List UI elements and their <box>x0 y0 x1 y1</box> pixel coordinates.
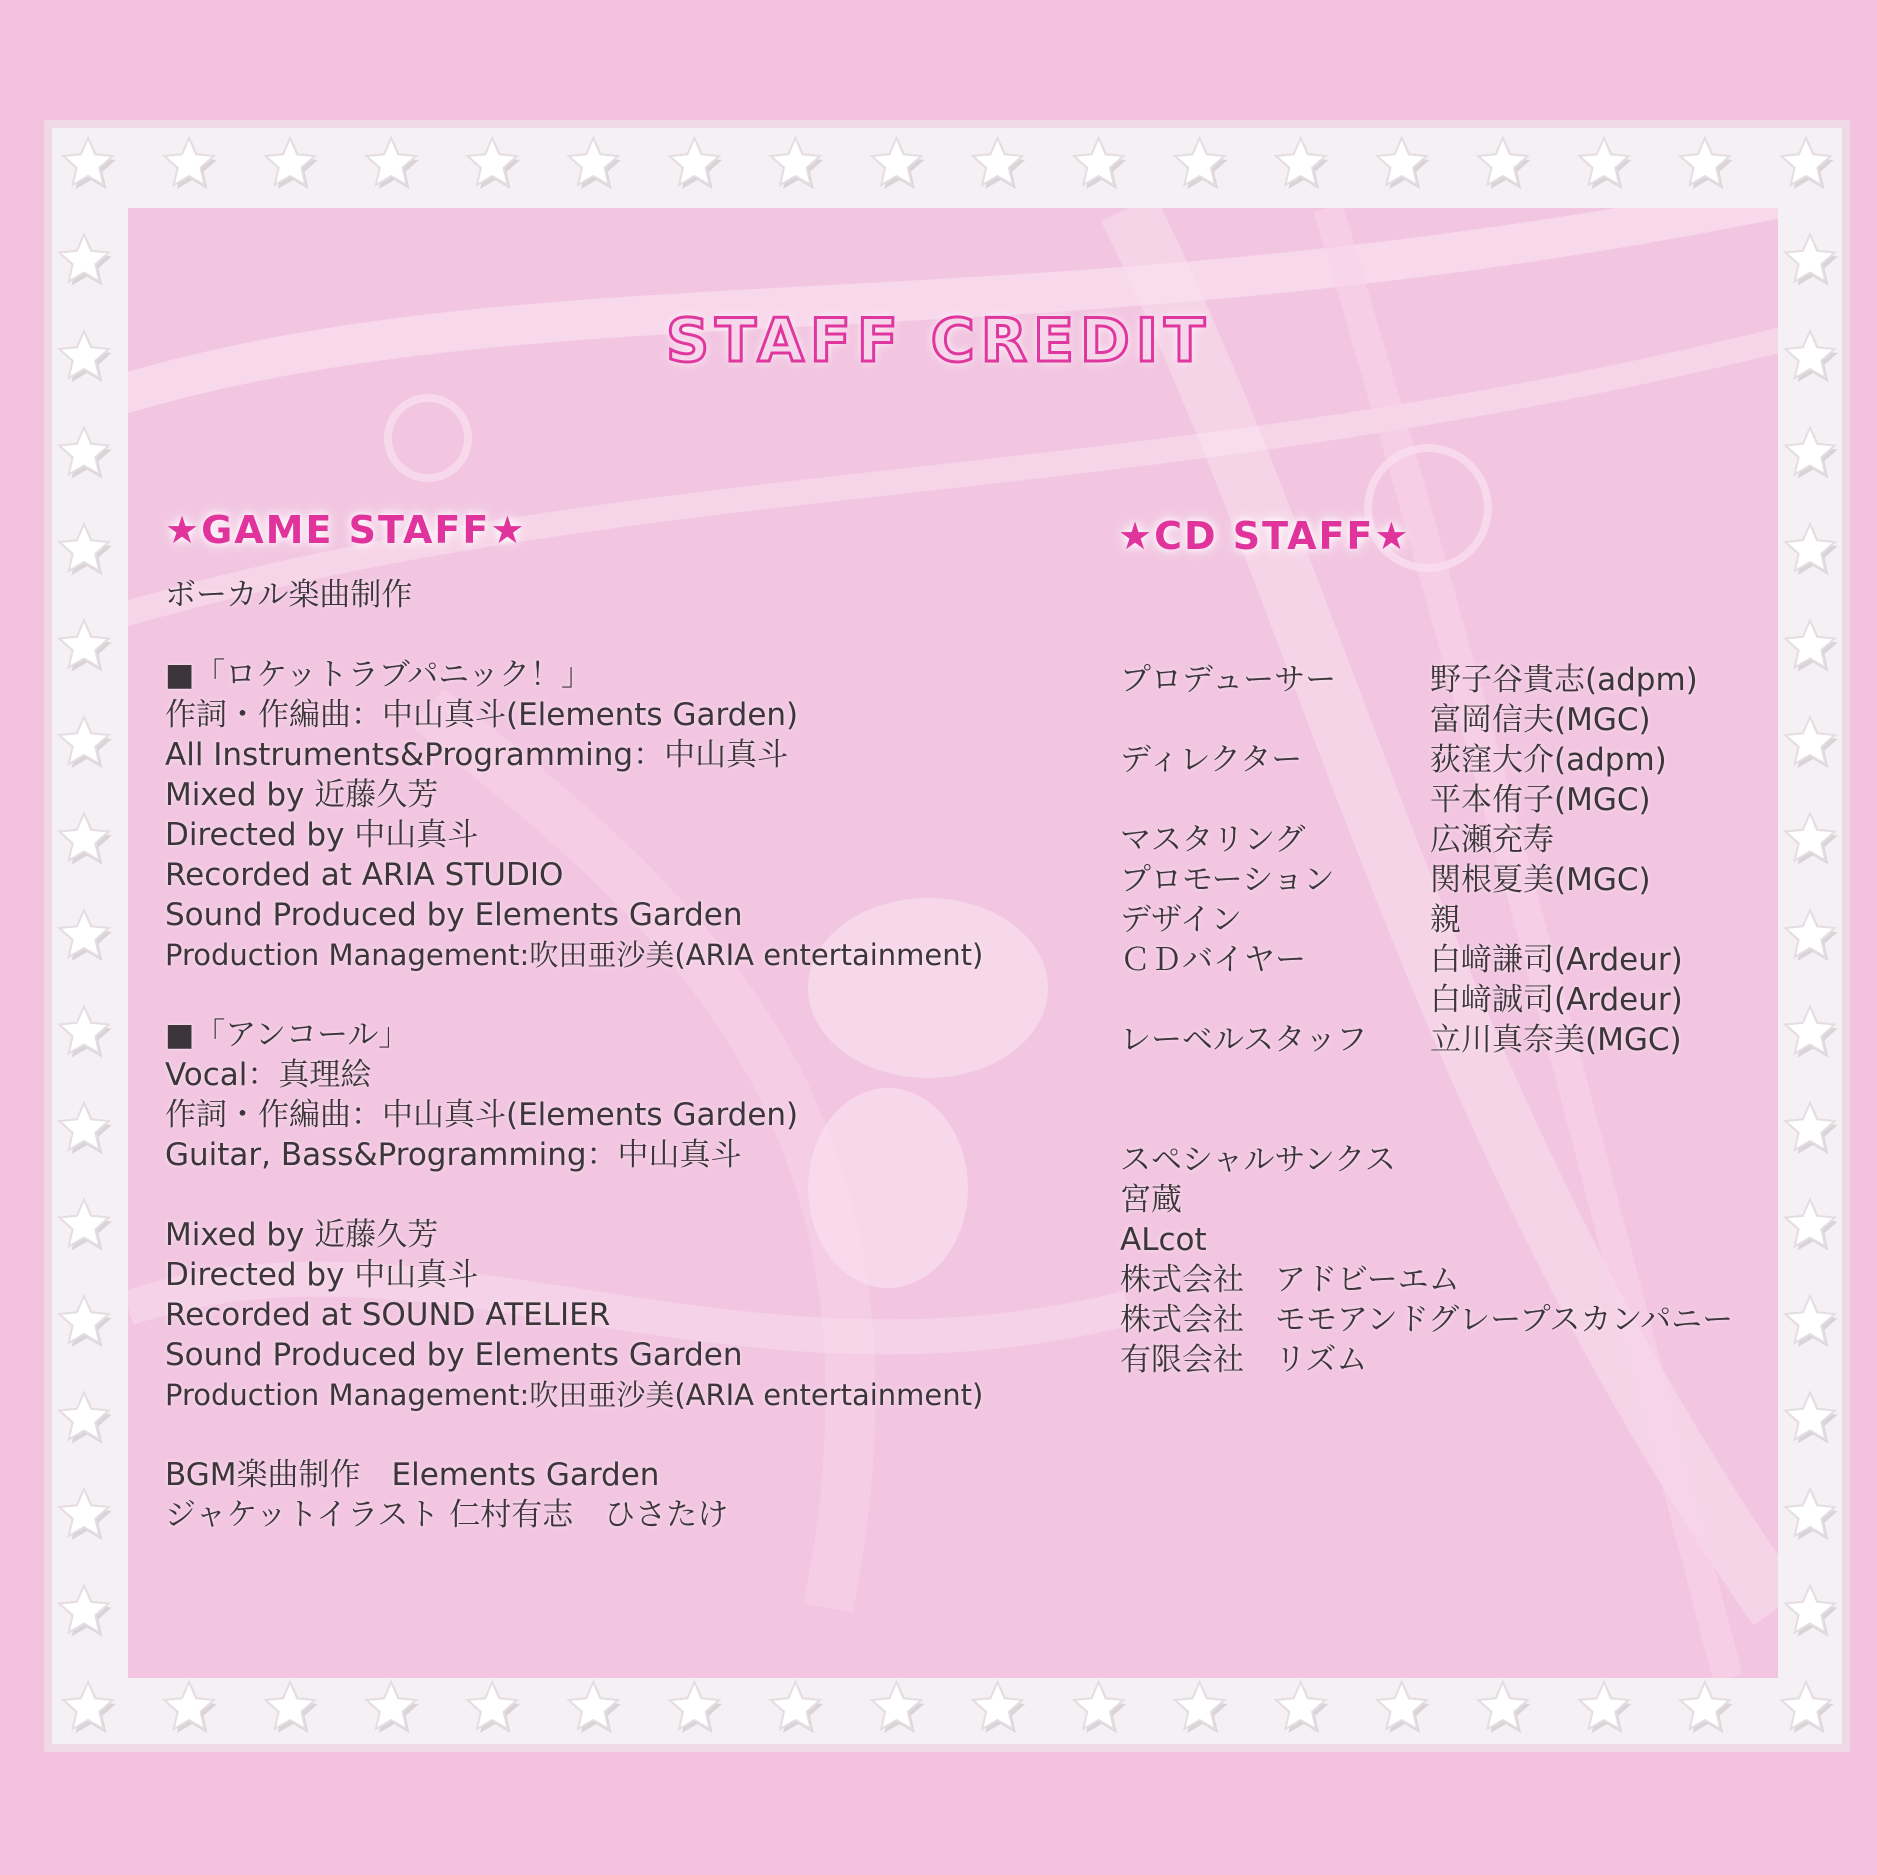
cd-staff-heading: ★CD STAFF★ <box>1118 514 1411 558</box>
song1-sound: Sound Produced by Elements Garden <box>165 897 743 933</box>
song2-recorded: Recorded at SOUND ATELIER <box>165 1297 611 1333</box>
song2-mixed: Mixed by 近藤久芳 <box>165 1217 439 1253</box>
song2-management: Production Management:吹田亜沙美(ARIA entertainment) <box>165 1378 984 1412</box>
bgm-credit: BGM楽曲制作 Elements Garden <box>165 1457 660 1493</box>
song2-instruments: Guitar, Bass&Programming：中山真斗 <box>165 1137 742 1173</box>
song1-title: ■「ロケットラブパニック！」 <box>165 657 593 693</box>
role-name: 広瀬充寿 <box>1430 822 1554 858</box>
vocal-production-label: ボーカル楽曲制作 <box>165 577 413 613</box>
role-label: ディレクター <box>1120 742 1303 778</box>
role-name: 富岡信夫(MGC) <box>1430 702 1651 738</box>
game-staff-heading: ★GAME STAFF★ <box>165 508 527 552</box>
song2-directed: Directed by 中山真斗 <box>165 1257 479 1293</box>
role-label: プロデューサー <box>1120 662 1337 698</box>
thanks-item: ALcot <box>1120 1222 1207 1258</box>
song1-mixed: Mixed by 近藤久芳 <box>165 777 439 813</box>
song1-instruments: All Instruments&Programming：中山真斗 <box>165 737 789 773</box>
role-name: 白﨑誠司(Ardeur) <box>1430 982 1683 1018</box>
song2-lyrics: 作詞・作編曲：中山真斗(Elements Garden) <box>165 1097 799 1133</box>
role-label: レーベルスタッフ <box>1120 1022 1368 1058</box>
role-name: 親 <box>1430 902 1461 938</box>
jacket-credit: ジャケットイラスト 仁村有志 ひさたけ <box>165 1497 729 1533</box>
song1-management: Production Management:吹田亜沙美(ARIA entertainment) <box>165 938 984 972</box>
song2-sound: Sound Produced by Elements Garden <box>165 1337 743 1373</box>
thanks-item: 宮蔵 <box>1120 1182 1182 1218</box>
thanks-item: 株式会社 モモアンドグレープスカンパニー <box>1120 1302 1734 1338</box>
page-title: STAFF CREDIT <box>665 306 1212 376</box>
thanks-item: 株式会社 アドビーエム <box>1120 1262 1460 1298</box>
role-name: 関根夏美(MGC) <box>1430 862 1651 898</box>
role-name: 平本侑子(MGC) <box>1430 782 1651 818</box>
song1-directed: Directed by 中山真斗 <box>165 817 479 853</box>
role-label: ＣＤバイヤー <box>1120 942 1306 978</box>
role-name: 立川真奈美(MGC) <box>1430 1022 1682 1058</box>
role-label: プロモーション <box>1120 862 1335 898</box>
role-label: マスタリング <box>1120 822 1306 858</box>
role-name: 荻窪大介(adpm) <box>1430 742 1667 778</box>
role-name: 白﨑謙司(Ardeur) <box>1430 942 1683 978</box>
thanks-item: 有限会社 リズム <box>1120 1342 1368 1378</box>
song2-vocal: Vocal：真理絵 <box>165 1057 372 1093</box>
song1-recorded: Recorded at ARIA STUDIO <box>165 857 564 893</box>
song1-lyrics: 作詞・作編曲：中山真斗(Elements Garden) <box>165 697 799 733</box>
song2-title: ■「アンコール」 <box>165 1017 410 1053</box>
role-label: デザイン <box>1120 902 1242 938</box>
special-thanks-heading: スペシャルサンクス <box>1120 1142 1396 1178</box>
role-name: 野子谷貴志(adpm) <box>1430 662 1698 698</box>
